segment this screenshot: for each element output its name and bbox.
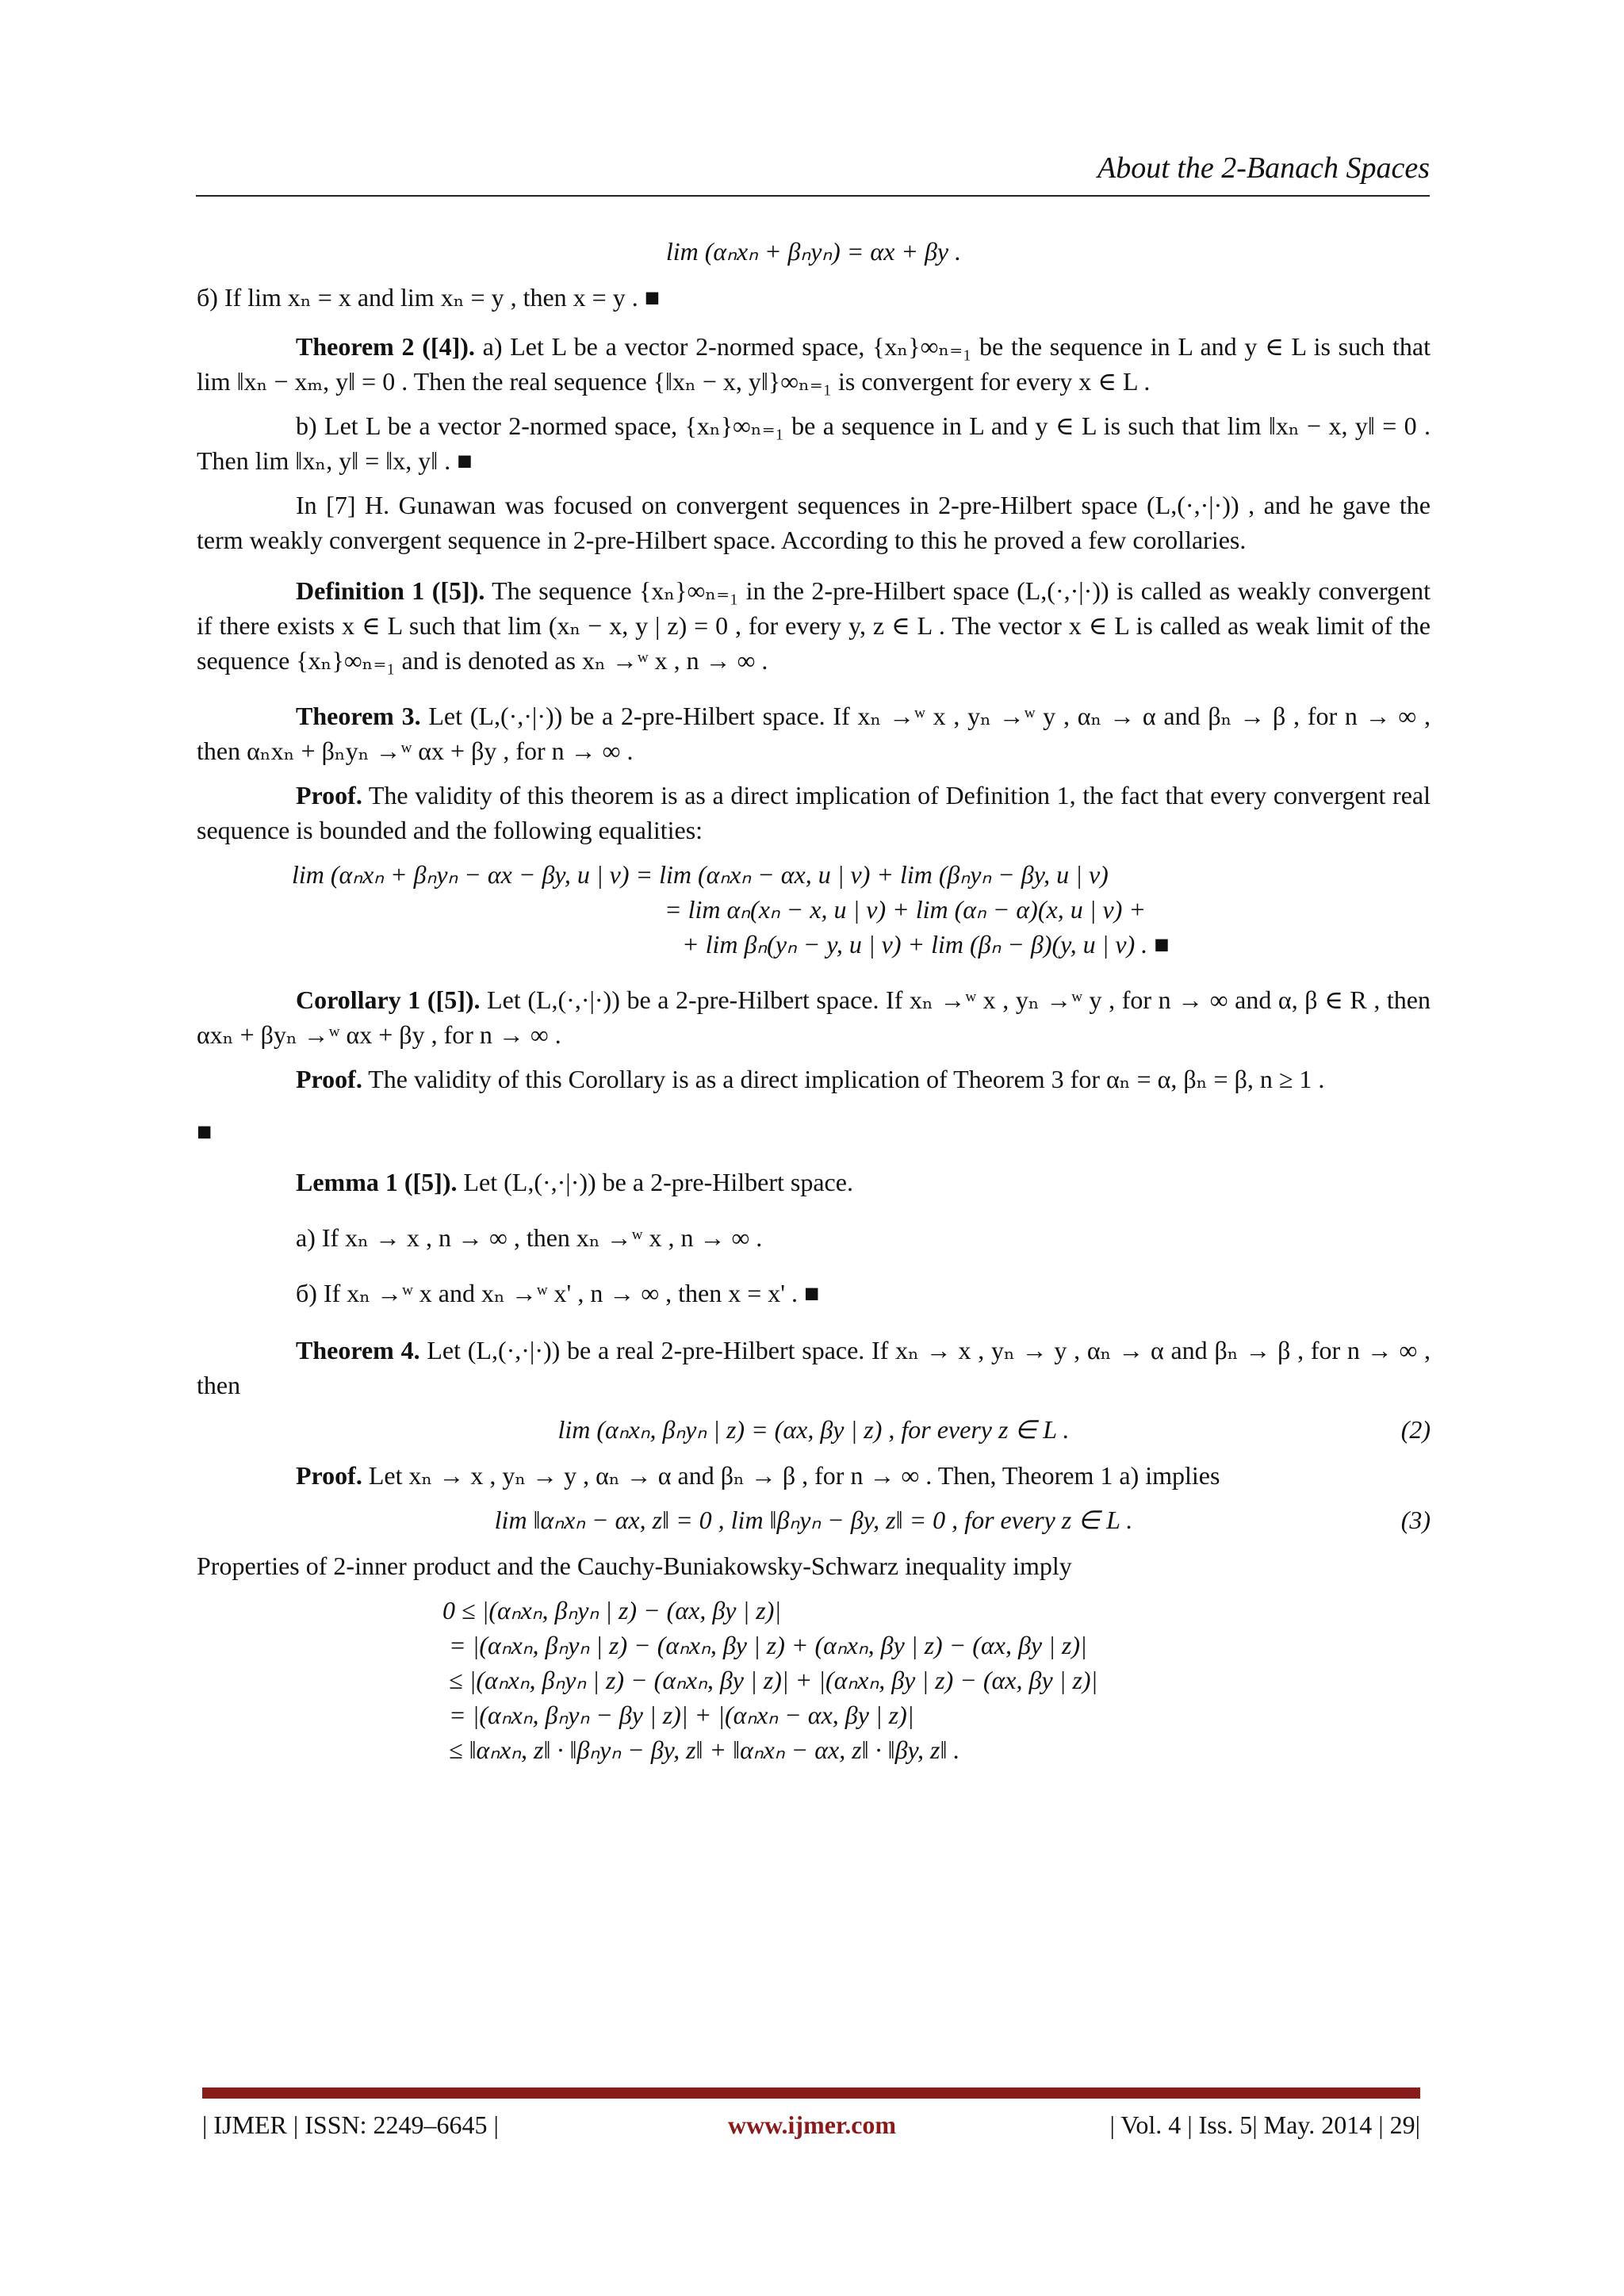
equation-line: 0 ≤ |(αₙxₙ, βₙyₙ | z) − (αx, βy | z)|	[442, 1596, 782, 1624]
equation-array	[197, 1593, 1431, 1767]
equation-line: = |(αₙxₙ, βₙyₙ | z) − (αₙxₙ, βy | z) + (αₙxₙ, βy | z) − (αx, βy | z)|	[449, 1631, 1087, 1659]
equation-number: (2)	[1400, 1415, 1431, 1444]
equation-body: lim (αₙxₙ, βₙyₙ | z) = (αx, βy | z) , for every z ∈ L .	[557, 1415, 1070, 1444]
theorem-label: Lemma 1 ([5]).	[296, 1168, 458, 1196]
header-rule	[196, 195, 1430, 197]
paragraph	[197, 698, 1431, 768]
paragraph-text: The validity of this theorem is as a direct implication of Definition 1, the fact that every convergent real sequence is bounded and the following equalities:	[197, 781, 1431, 844]
paragraph	[197, 329, 1431, 399]
equation-line: ≤ |(αₙxₙ, βₙyₙ | z) − (αₙxₙ, βy | z)| + |(αₙxₙ, βy | z) − (αx, βy | z)|	[449, 1666, 1098, 1694]
paragraph-text: a) If xₙ → x , n → ∞ , then xₙ →ʷ x , n → ∞ .	[296, 1223, 763, 1252]
paragraph	[197, 1276, 1431, 1311]
paragraph-text: б) If lim xₙ = x and lim xₙ = y , then x = y . ■	[197, 283, 661, 312]
theorem-label: Proof.	[296, 1461, 362, 1490]
equation-line: = |(αₙxₙ, βₙyₙ − βy | z)| + |(αₙxₙ − αx, βy | z)|	[449, 1701, 914, 1729]
numbered-equation	[197, 1502, 1431, 1537]
footer-website-link[interactable]: www.ijmer.com	[727, 2110, 897, 2139]
theorem-label: Proof.	[296, 1065, 362, 1093]
paragraph-text: a) Let L be a vector 2-normed space, {xₙ}∞ₙ₌₁ be the sequence in L and y ∈ L is such that lim ‖xₙ − xₘ, y‖ = 0 . Then the real sequence {‖xₙ − x, y‖}∞ₙ₌₁ is convergent for every x ∈ L .	[197, 332, 1431, 396]
paragraph-text: Properties of 2-inner product and the Cauchy-Buniakowsky-Schwarz inequality imply	[197, 1552, 1072, 1580]
running-header: About the 2-Banach Spaces	[1097, 151, 1430, 185]
paragraph	[197, 1220, 1431, 1255]
paragraph-text: In [7] H. Gunawan was focused on convergent sequences in 2-pre-Hilbert space (L,(·,·|·)) , and he gave the term weakly convergent sequence in 2-pre-Hilbert space. According to this he proved a few corollaries.	[197, 491, 1431, 554]
paragraph-text: ■	[197, 1117, 213, 1146]
paragraph-text: б) If xₙ →ʷ x and xₙ →ʷ x' , n → ∞ , then x = x' . ■	[296, 1279, 820, 1307]
equation-line: + lim βₙ(yₙ − y, u | v) + lim (βₙ − β)(y, u | v) . ■	[682, 930, 1170, 959]
theorem-label: Corollary 1 ([5]).	[296, 985, 481, 1014]
footer-journal: | IJMER | ISSN: 2249–6645 |	[202, 2110, 499, 2139]
theorem-label: Proof.	[296, 781, 362, 809]
paragraph-text: Let (L,(·,·|·)) be a real 2-pre-Hilbert space. If xₙ → x , yₙ → y , αₙ → α and βₙ → β , for n → ∞ , then	[197, 1336, 1431, 1399]
paragraph	[197, 1165, 1431, 1200]
paragraph-text: Let (L,(·,·|·)) be a 2-pre-Hilbert space. If xₙ →ʷ x , yₙ →ʷ y , αₙ → α and βₙ → β , for n → ∞ , then αₙxₙ + βₙyₙ →ʷ αx + βy , for n → ∞ .	[197, 702, 1431, 765]
paragraph-text: The sequence {xₙ}∞ₙ₌₁ in the 2-pre-Hilbert space (L,(·,·|·)) is called as weakly convergent if there exists x ∈ L such that lim (xₙ − x, y | z) = 0 , for every y, z ∈ L . The vector x ∈ L is called as weak limit of the sequence {xₙ}∞ₙ₌₁ and is denoted as xₙ →ʷ x , n → ∞ .	[197, 576, 1431, 675]
paragraph	[197, 982, 1431, 1052]
document-body	[197, 226, 1431, 1772]
paragraph-text: b) Let L be a vector 2-normed space, {xₙ}∞ₙ₌₁ be a sequence in L and y ∈ L is such that lim ‖xₙ − x, y‖ = 0 . Then lim ‖xₙ, y‖ = ‖x, y‖ . ■	[197, 411, 1431, 475]
equation-number: (3)	[1400, 1506, 1431, 1534]
paragraph	[197, 1548, 1431, 1583]
equation-line: = lim αₙ(xₙ − x, u | v) + lim (αₙ − α)(x, u | v) +	[665, 895, 1146, 924]
paragraph-text: Let xₙ → x , yₙ → y , αₙ → α and βₙ → β , for n → ∞ . Then, Theorem 1 a) implies	[362, 1461, 1220, 1490]
paragraph	[197, 1458, 1431, 1493]
equation-array	[197, 857, 1431, 962]
numbered-equation	[197, 1412, 1431, 1447]
theorem-label: Theorem 3.	[296, 702, 421, 730]
paragraph	[197, 1062, 1431, 1096]
footer-rule	[202, 2087, 1420, 2099]
paragraph	[197, 408, 1431, 478]
display-equation: lim (αₙxₙ + βₙyₙ) = αx + βy .	[665, 237, 962, 266]
equation-body: lim ‖αₙxₙ − αx, z‖ = 0 , lim ‖βₙyₙ − βy, z‖ = 0 , for every z ∈ L .	[494, 1506, 1133, 1534]
theorem-label: Definition 1 ([5]).	[296, 576, 485, 605]
theorem-label: Theorem 4.	[296, 1336, 420, 1364]
paragraph	[197, 573, 1431, 678]
footer-volume-page: | Vol. 4 | Iss. 5| May. 2014 | 29|	[1109, 2110, 1420, 2139]
equation-line: ≤ ‖αₙxₙ, z‖ · ‖βₙyₙ − βy, z‖ + ‖αₙxₙ − αx, z‖ · ‖βy, z‖ .	[449, 1735, 960, 1764]
theorem-label: Theorem 2 ([4]).	[296, 332, 475, 361]
paragraph-text: Let (L,(·,·|·)) be a 2-pre-Hilbert space.	[457, 1168, 853, 1196]
paragraph	[197, 280, 1431, 315]
paragraph-text: The validity of this Corollary is as a direct implication of Theorem 3 for αₙ = α, βₙ = β, n ≥ 1 .	[362, 1065, 1325, 1093]
paragraph	[197, 778, 1431, 848]
paragraph	[197, 1114, 1431, 1149]
paragraph	[197, 488, 1431, 557]
equation-line: lim (αₙxₙ + βₙyₙ − αx − βy, u | v) = lim (αₙxₙ − αx, u | v) + lim (βₙyₙ − βy, u | v)	[292, 860, 1109, 889]
paragraph-text: Let (L,(·,·|·)) be a 2-pre-Hilbert space. If xₙ →ʷ x , yₙ →ʷ y , for n → ∞ and α, β ∈ R , then αxₙ + βyₙ →ʷ αx + βy , for n → ∞ .	[197, 985, 1431, 1049]
paragraph	[197, 1333, 1431, 1402]
